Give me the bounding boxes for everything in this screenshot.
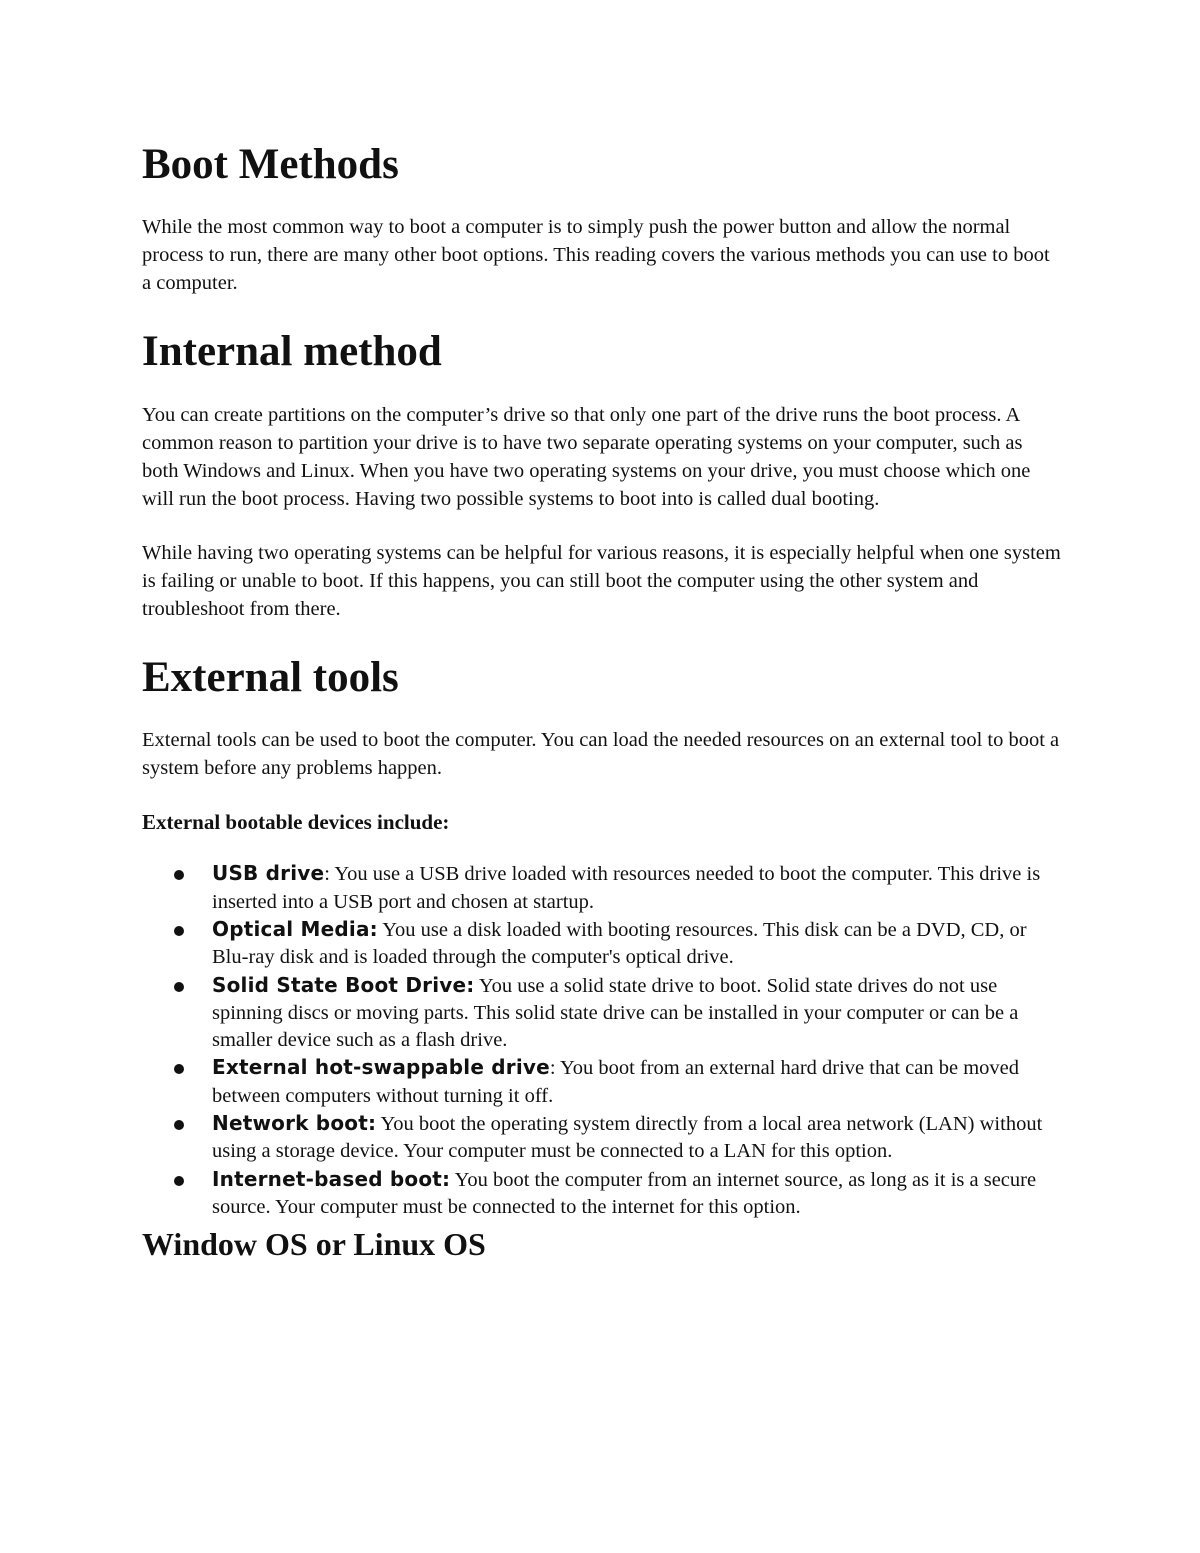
bullet-icon	[174, 982, 184, 992]
bullet-icon	[174, 1064, 184, 1074]
bootable-devices-subheading: External bootable devices include:	[142, 810, 450, 835]
internal-method-paragraph-1: You can create partitions on the computer’s drive so that only one part of the drive runs the boot process. A common reason to partition your drive is to have two separate operating systems on your computer, such as both Windows and Linux. When you have two operating systems on your drive, you must choose which one will run the boot process. Having two possible systems to boot into is called dual booting.	[142, 403, 1031, 510]
list-item-solid-state-boot-drive	[142, 972, 1062, 1055]
heading-boot-methods: Boot Methods	[142, 141, 399, 188]
list-item-network-boot	[142, 1110, 1062, 1166]
list-item-term: Network boot:	[212, 1110, 377, 1135]
bullet-icon	[174, 926, 184, 936]
list-item-term: Solid State Boot Drive:	[212, 972, 475, 997]
bullet-icon	[174, 1120, 184, 1130]
heading-window-linux-os: Window OS or Linux OS	[142, 1226, 486, 1263]
list-item-internet-based-boot	[142, 1166, 1062, 1222]
list-item-description: You use a disk loaded with booting resources. This disk can be a DVD, CD, or Blu-ray disk and is loaded through the computer's optical drive.	[212, 918, 1027, 969]
list-item-external-hot-swappable-drive	[142, 1054, 1062, 1110]
heading-external-tools: External tools	[142, 653, 399, 701]
bullet-icon	[174, 870, 184, 880]
external-tools-paragraph: External tools can be used to boot the computer. You can load the needed resources on an external tool to boot a system before any problems happen.	[142, 729, 1060, 780]
list-item-description: : You boot from an external hard drive that can be moved between computers without turning it off.	[212, 1057, 1019, 1107]
list-item-description: You boot the operating system directly from a local area network (LAN) without using a storage device. Your computer must be connected to a LAN for this option.	[212, 1112, 1043, 1163]
bullet-icon	[174, 1176, 184, 1186]
list-item-term: Optical Media:	[212, 916, 378, 941]
list-item-description: : You use a USB drive loaded with resources needed to boot the computer. This drive is inserted into a USB port and chosen at startup.	[212, 863, 1041, 913]
list-item-description: You boot the computer from an internet source, as long as it is a secure source. Your computer must be connected to the internet for this option.	[212, 1168, 1037, 1218]
list-item-term: Internet-based boot:	[212, 1166, 451, 1191]
list-item-term: External hot-swappable drive	[212, 1055, 550, 1080]
document-page	[142, 140, 1062, 1264]
list-item-usb-drive	[142, 860, 1062, 916]
list-item-optical-media	[142, 916, 1062, 972]
heading-internal-method: Internal method	[142, 328, 442, 376]
list-item-description: You use a solid state drive to boot. Solid state drives do not use spinning discs or moving parts. This solid state drive can be installed in your computer or can be a smaller device such as a flash drive.	[212, 974, 1019, 1052]
internal-method-paragraph-2: While having two operating systems can be helpful for various reasons, it is especially helpful when one system is failing or unable to boot. If this happens, you can still boot the computer using the other system and troubleshoot from there.	[142, 541, 1061, 620]
boot-methods-paragraph: While the most common way to boot a computer is to simply push the power button and allow the normal process to run, there are many other boot options. This reading covers the various methods you can use to boot a computer.	[142, 216, 1050, 295]
list-item-term: USB drive	[212, 861, 325, 886]
bootable-devices-list	[142, 860, 1062, 1221]
